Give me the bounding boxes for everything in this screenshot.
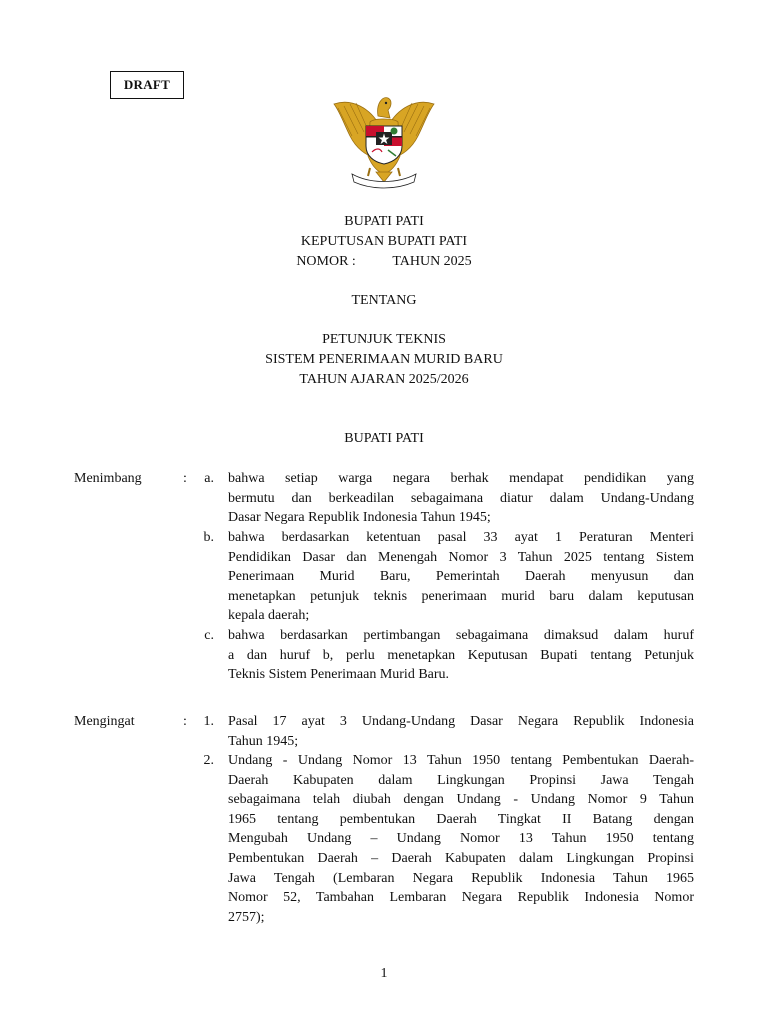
menimbang-label: Menimbang: [74, 471, 142, 486]
text-line: Undang - Undang Nomor 13 Tahun 1950 tentang Pembentukan Daerah-: [228, 753, 694, 768]
mengingat-colon: :: [183, 714, 187, 729]
text-line: Daerah Kabupaten dalam Lingkungan Propinsi Jawa Tengah: [228, 772, 694, 788]
mengingat-marker-1: 1.: [203, 714, 214, 729]
text-line: a dan huruf b, perlu menetapkan Keputusan Bupati tentang Petunjuk: [228, 647, 694, 663]
header-nomor-line: [0, 254, 768, 270]
bupati-heading: BUPATI PATI: [344, 431, 424, 446]
text-line: Penerimaan Murid Baru, Pemerintah Daerah menyusun dan: [228, 569, 694, 585]
text-line: sebagaimana telah diubah dengan Undang - Undang Nomor 9 Tahun: [228, 792, 694, 808]
text-line: bahwa berdasarkan pertimbangan sebagaimana dimaksud dalam huruf: [228, 628, 694, 643]
text-line: 1965 tentang pembentukan Daerah Tingkat II Batang dengan: [228, 811, 694, 827]
menimbang-marker-c: c.: [204, 628, 214, 643]
title-line-3: TAHUN AJARAN 2025/2026: [299, 372, 469, 387]
mengingat-label: Mengingat: [74, 714, 135, 729]
title-line-2: SISTEM PENERIMAAN MURID BARU: [265, 352, 503, 367]
text-line: kepala daerah;: [228, 608, 310, 624]
page-number: 1: [380, 966, 388, 981]
menimbang-item-c: [228, 626, 694, 685]
tahun-label: TAHUN 2025: [392, 254, 472, 269]
garuda-pancasila-emblem-icon: [330, 86, 438, 192]
mengingat-item-2: [228, 751, 694, 927]
text-line: 2757);: [228, 909, 265, 925]
header-keputusan: KEPUTUSAN BUPATI PATI: [300, 234, 468, 249]
text-line: Dasar Negara Republik Indonesia Tahun 1945;: [228, 510, 491, 526]
draft-stamp: DRAFT: [110, 71, 184, 99]
menimbang-item-b: [228, 528, 694, 626]
menimbang-marker-a: a.: [204, 471, 214, 486]
text-line: Tahun 1945;: [228, 733, 299, 749]
text-line: menetapkan petunjuk teknis penerimaan murid baru dalam keputusan: [228, 588, 694, 604]
text-line: bermutu dan berkeadilan sebagaimana diatur dalam Undang-Undang: [228, 490, 694, 506]
nomor-label: NOMOR :: [296, 254, 356, 269]
text-line: bahwa berdasarkan ketentuan pasal 33 ayat 1 Peraturan Menteri: [228, 530, 694, 545]
menimbang-marker-b: b.: [203, 530, 214, 545]
text-line: Mengubah Undang – Undang Nomor 13 Tahun 1950 tentang: [228, 831, 694, 847]
text-line: Pembentukan Daerah – Daerah Kabupaten dalam Lingkungan Propinsi: [228, 850, 694, 866]
text-line: Pendidikan Dasar dan Menengah Nomor 3 Tahun 2025 tentang Sistem: [228, 549, 694, 565]
menimbang-colon: :: [183, 471, 187, 486]
tentang-heading: TENTANG: [351, 293, 417, 308]
mengingat-marker-2: 2.: [203, 753, 214, 768]
text-line: Teknis Sistem Penerimaan Murid Baru.: [228, 667, 450, 683]
text-line: Jawa Tengah (Lembaran Negara Republik Indonesia Tahun 1965: [228, 870, 694, 886]
menimbang-item-a: [228, 469, 694, 528]
text-line: Pasal 17 ayat 3 Undang-Undang Dasar Negara Republik Indonesia: [228, 714, 694, 729]
header-bupati: BUPATI PATI: [344, 214, 424, 229]
mengingat-item-1: [228, 712, 694, 751]
text-line: Nomor 52, Tambahan Lembaran Negara Republik Indonesia Nomor: [228, 890, 694, 906]
text-line: bahwa setiap warga negara berhak mendapat pendidikan yang: [228, 471, 694, 486]
title-line-1: PETUNJUK TEKNIS: [322, 332, 446, 347]
